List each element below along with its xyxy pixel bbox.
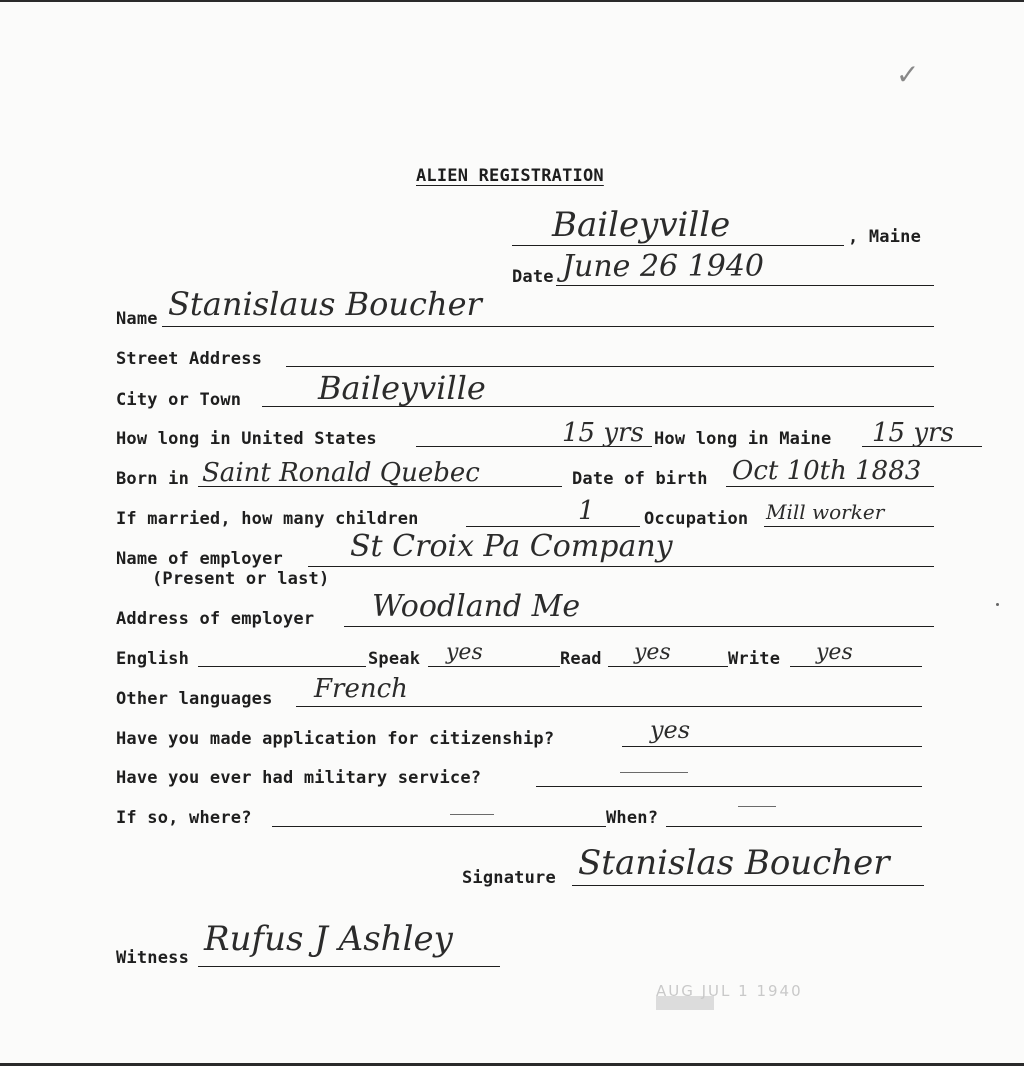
employer-line <box>308 566 934 567</box>
read-line <box>608 666 728 667</box>
street-label: Street Address <box>116 349 263 369</box>
children-label: If married, how many children <box>116 509 419 529</box>
born-in-label: Born in <box>116 469 190 489</box>
citizenship-label: Have you made application for citizenship? <box>116 729 555 749</box>
date-of-birth-value: Oct 10th 1883 <box>732 456 922 486</box>
occupation-line <box>764 526 934 527</box>
ink-speck <box>996 603 999 606</box>
received-stamp: AUG JUL 1 1940 <box>656 982 803 1000</box>
signature-line <box>572 885 924 886</box>
children-value: 1 <box>578 496 595 526</box>
military-dash <box>620 772 688 773</box>
place-line <box>512 245 844 246</box>
date-line <box>556 285 934 286</box>
where-dash <box>450 814 494 815</box>
witness-line <box>198 966 500 967</box>
city-value: Baileyville <box>318 369 486 407</box>
english-line <box>198 666 366 667</box>
read-label: Read <box>560 649 602 669</box>
employer-value: St Croix Pa Company <box>350 529 673 564</box>
write-value: yes <box>816 640 853 665</box>
witness-value: Rufus J Ashley <box>204 919 453 959</box>
occupation-label: Occupation <box>644 509 749 529</box>
witness-label: Witness <box>116 948 190 968</box>
when-dash <box>738 806 776 807</box>
employer-sublabel: (Present or last) <box>152 569 330 589</box>
date-label: Date <box>512 267 554 287</box>
military-line <box>536 786 922 787</box>
citizenship-value: yes <box>650 716 691 744</box>
how-long-maine-value: 15 yrs <box>872 418 954 448</box>
english-label: English <box>116 649 190 669</box>
city-label: City or Town <box>116 390 242 410</box>
check-mark-icon: ✓ <box>896 58 920 91</box>
how-long-us-value: 15 yrs <box>562 418 644 448</box>
read-value: yes <box>634 640 671 665</box>
employer-address-value: Woodland Me <box>372 589 581 624</box>
where-line <box>272 826 606 827</box>
date-of-birth-line <box>726 486 934 487</box>
born-in-value: Saint Ronald Quebec <box>202 458 480 488</box>
signature-value: Stanislas Boucher <box>578 843 890 883</box>
street-line <box>286 366 934 367</box>
military-label: Have you ever had military service? <box>116 768 482 788</box>
write-label: Write <box>728 649 781 669</box>
form-title: ALIEN REGISTRATION <box>416 166 604 186</box>
signature-label: Signature <box>462 868 556 888</box>
date-value: June 26 1940 <box>562 249 765 284</box>
speak-line <box>428 666 560 667</box>
other-languages-line <box>296 706 922 707</box>
other-languages-value: French <box>314 674 408 704</box>
speak-value: yes <box>446 640 483 665</box>
write-line <box>790 666 922 667</box>
how-long-maine-label: How long in Maine <box>654 429 832 449</box>
where-label: If so, where? <box>116 808 252 828</box>
other-languages-label: Other languages <box>116 689 273 709</box>
occupation-value: Mill worker <box>766 500 885 524</box>
date-of-birth-label: Date of birth <box>572 469 708 489</box>
children-line <box>466 526 640 527</box>
citizenship-line <box>622 746 922 747</box>
speak-label: Speak <box>368 649 421 669</box>
place-suffix: , Maine <box>848 227 922 247</box>
employer-address-label: Address of employer <box>116 609 315 629</box>
when-line <box>666 826 922 827</box>
name-value: Stanislaus Boucher <box>168 285 482 323</box>
name-line <box>162 326 934 327</box>
place-value: Baileyville <box>552 205 731 245</box>
name-label: Name <box>116 309 158 329</box>
when-label: When? <box>606 808 659 828</box>
employer-address-line <box>344 626 934 627</box>
employer-label: Name of employer <box>116 549 283 569</box>
how-long-us-label: How long in United States <box>116 429 377 449</box>
